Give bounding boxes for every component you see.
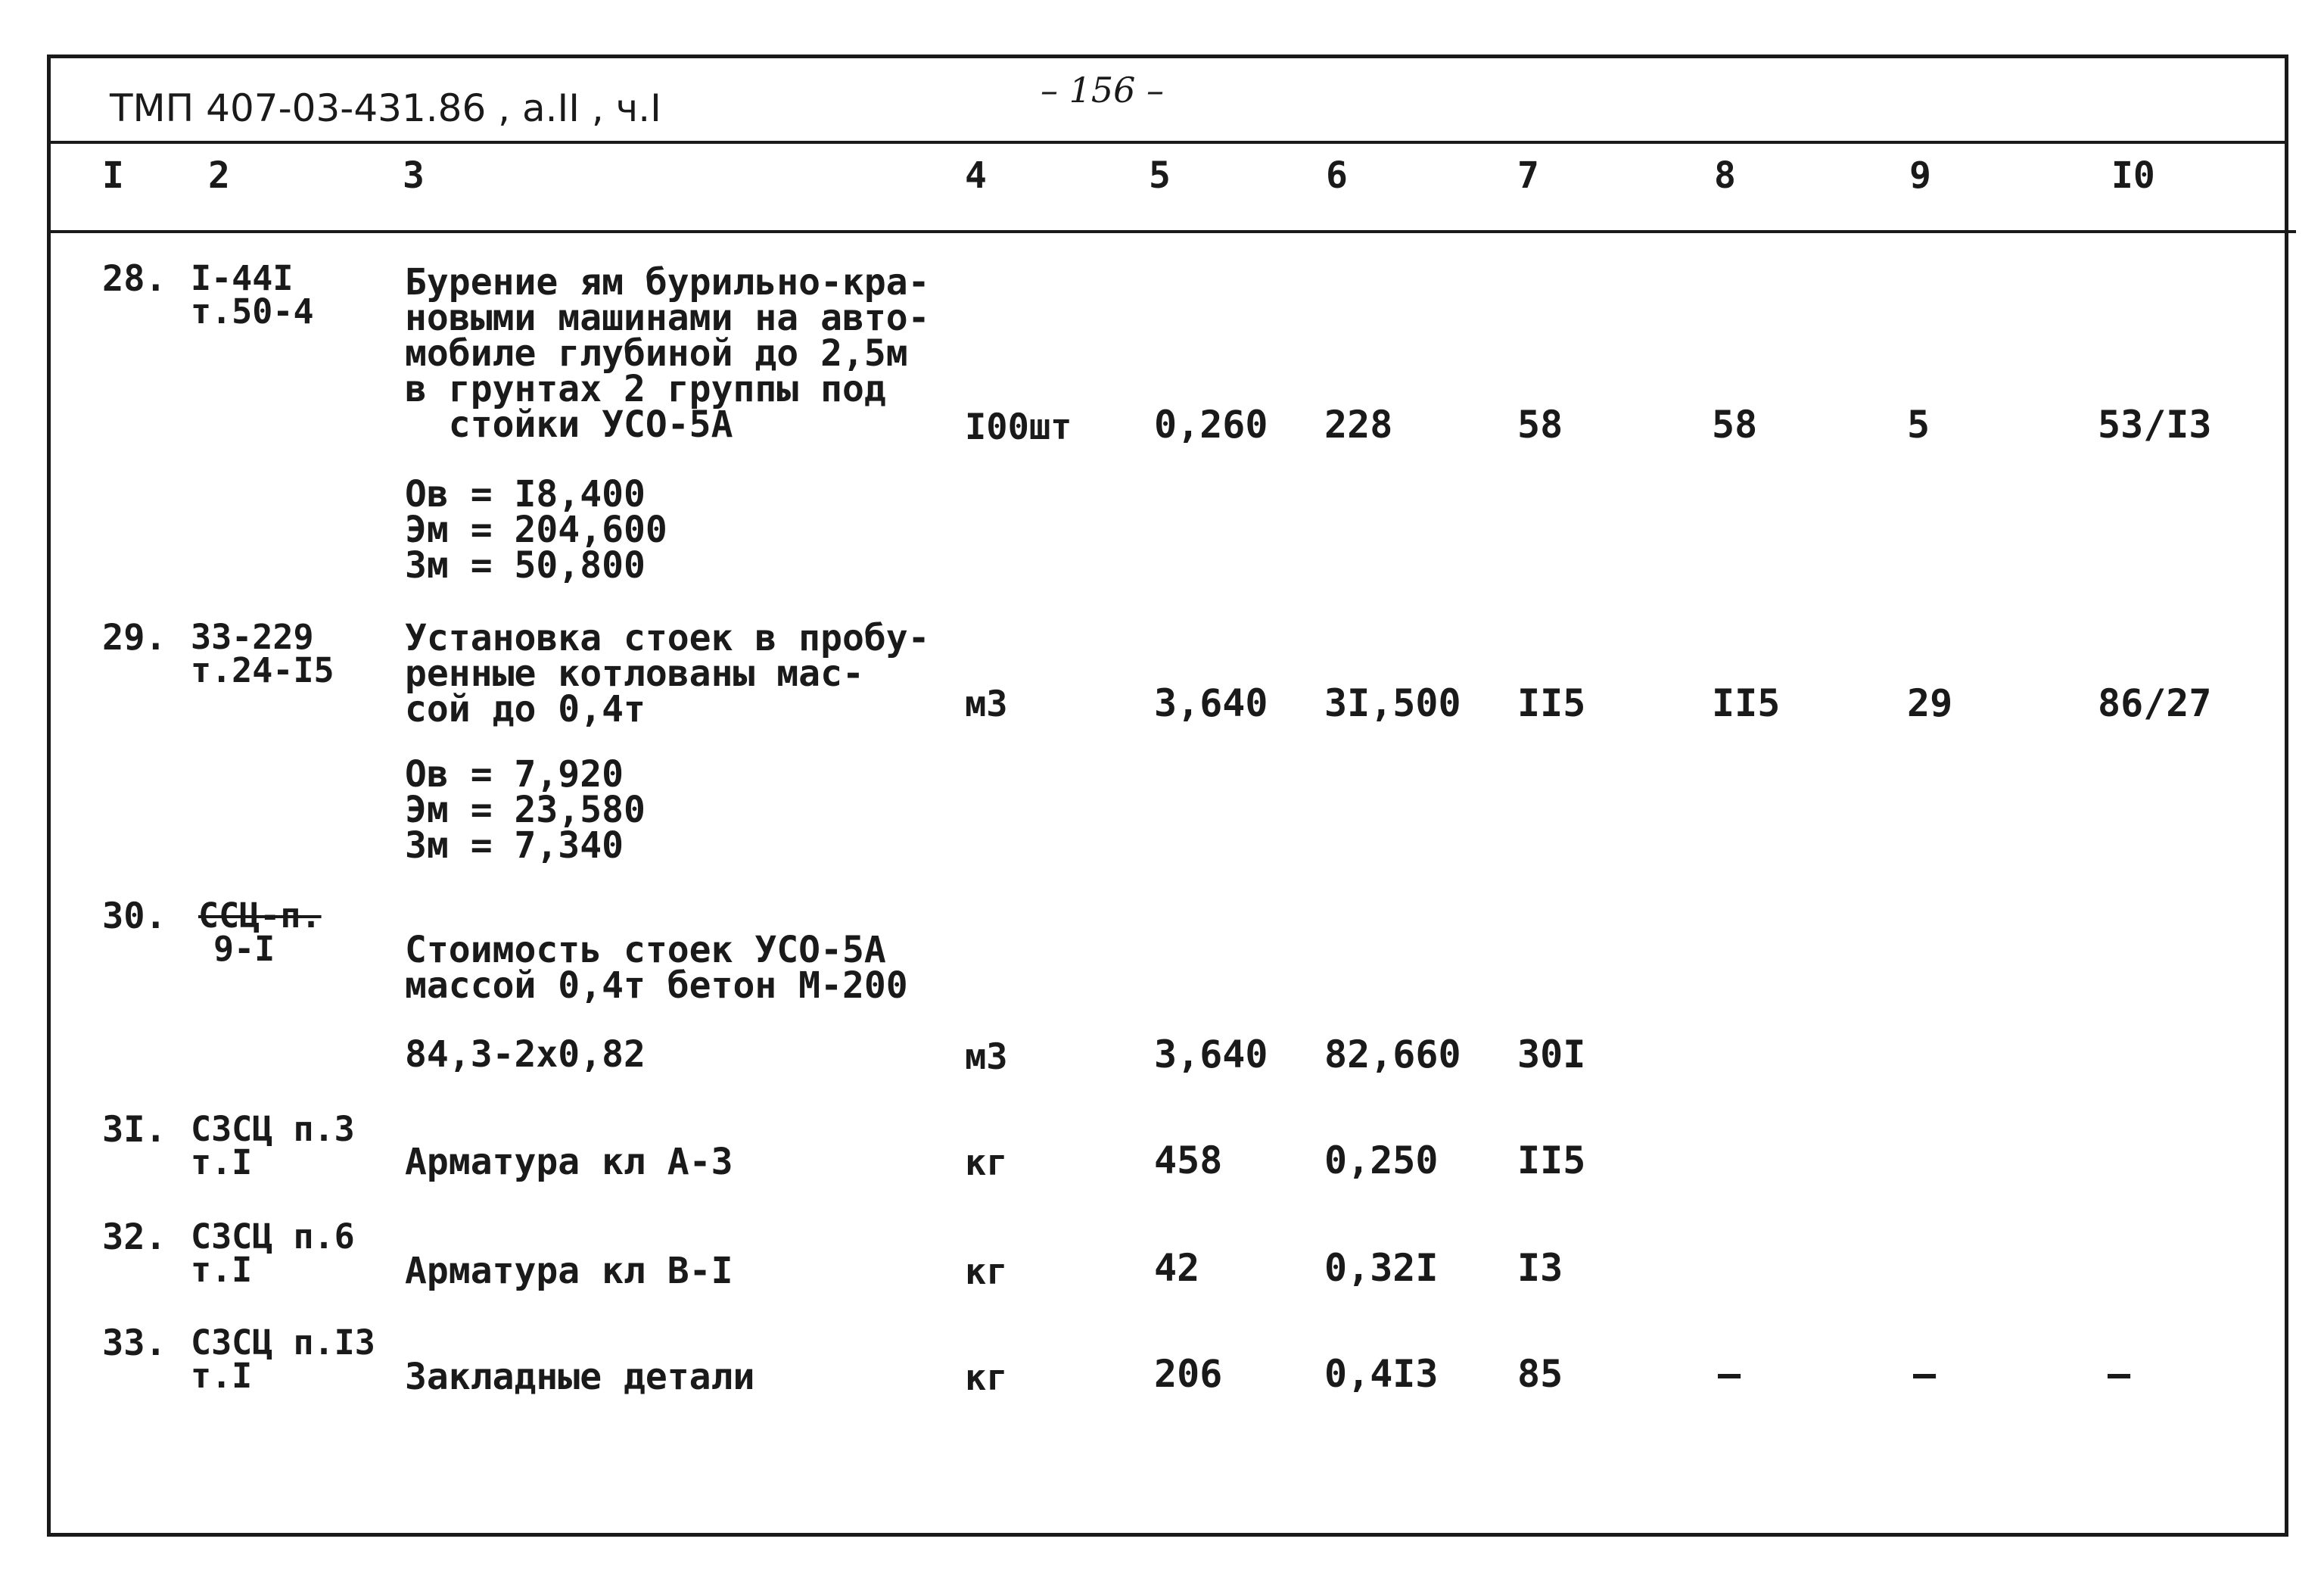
col9-value: 5: [1907, 403, 1930, 447]
cost-breakdown: Ов = I8,400 Эм = 204,600 Зм = 50,800: [405, 473, 667, 587]
quantity: 3,640: [1154, 681, 1268, 725]
total-cost: I3: [1517, 1246, 1563, 1290]
col10-value: –: [2108, 1352, 2131, 1396]
col-header-6: 6: [1326, 154, 1348, 197]
page-number: – 156 –: [1041, 70, 1165, 111]
unit-price: 0,4I3: [1324, 1352, 1439, 1396]
total-cost: II5: [1517, 681, 1586, 725]
quantity: 458: [1154, 1138, 1223, 1182]
norm-code: I-44I т.50-4: [191, 258, 314, 332]
column-header-divider: [48, 230, 2296, 233]
quantity: 42: [1154, 1246, 1200, 1290]
norm-code: СЗСЦ п.3 т.I: [191, 1109, 355, 1182]
unit: кг: [965, 1357, 1008, 1399]
total-cost: 58: [1517, 403, 1563, 447]
row-number: 29.: [102, 617, 166, 659]
col9-value: 29: [1907, 681, 1953, 725]
unit-price: 0,250: [1324, 1138, 1439, 1182]
work-description: Бурение ям бурильно-кра- новыми машинами на авто- мобиле глубиной до 2,5м в грунтах 2 группы под стойки УСО-5А: [405, 261, 930, 446]
quantity: 0,260: [1154, 403, 1268, 447]
unit-price: 228: [1324, 403, 1393, 447]
row-number: 30.: [102, 896, 166, 937]
col-header-10: I0: [2111, 154, 2155, 197]
unit-price: 3I,500: [1324, 681, 1461, 725]
total-cost: 30I: [1517, 1033, 1586, 1076]
row-number: 33.: [102, 1322, 166, 1364]
col-header-1: I: [102, 154, 124, 197]
unit: м3: [965, 1036, 1008, 1078]
cost-breakdown: Ов = 7,920 Эм = 23,580 Зм = 7,340: [405, 753, 646, 867]
col-header-8: 8: [1714, 154, 1736, 197]
unit: кг: [965, 1251, 1008, 1293]
col8-value: II5: [1712, 681, 1781, 725]
col8-value: –: [1718, 1352, 1741, 1396]
work-description: Установка стоек в пробу- ренные котлованы мас- сой до 0,4т: [405, 617, 930, 730]
norm-code: СЗСЦ п.I3 т.I: [191, 1322, 375, 1396]
total-cost: II5: [1517, 1138, 1586, 1182]
row-number: 28.: [102, 258, 166, 300]
col-header-7: 7: [1517, 154, 1539, 197]
unit: м3: [965, 684, 1008, 725]
quantity: 206: [1154, 1352, 1223, 1396]
page-frame: [47, 55, 2288, 1537]
unit: I00шт: [965, 406, 1072, 448]
unit: кг: [965, 1142, 1008, 1184]
work-description: Стоимость стоек УСО-5А массой 0,4т бетон М-200: [405, 929, 908, 1007]
norm-code: СЗСЦ п.6 т.I: [191, 1216, 355, 1290]
price-formula: 84,3-2х0,82: [405, 1033, 646, 1076]
row-number: 3I.: [102, 1109, 166, 1151]
col-header-9: 9: [1909, 154, 1931, 197]
norm-code: 9-I: [213, 929, 275, 969]
col9-value: –: [1913, 1352, 1937, 1396]
col8-value: 58: [1712, 403, 1758, 447]
col10-value: 86/27: [2098, 681, 2212, 725]
work-description: Закладные детали: [405, 1356, 755, 1398]
col-header-2: 2: [208, 154, 230, 197]
col10-value: 53/I3: [2098, 403, 2212, 447]
norm-code-struck: ССЦ-п.: [198, 896, 322, 936]
total-cost: 85: [1517, 1352, 1563, 1396]
row-number: 32.: [102, 1216, 166, 1258]
work-description: Арматура кл А-3: [405, 1141, 733, 1183]
col-header-5: 5: [1149, 154, 1171, 197]
unit-price: 82,660: [1324, 1033, 1461, 1076]
col-header-3: 3: [403, 154, 425, 197]
col-header-4: 4: [965, 154, 987, 197]
unit-price: 0,32I: [1324, 1246, 1439, 1290]
norm-code: 33-229 т.24-I5: [191, 617, 334, 690]
quantity: 3,640: [1154, 1033, 1268, 1076]
header-divider: [48, 141, 2287, 144]
document-reference: ТМП 407-03-431.86 , а.II , ч.I: [110, 86, 661, 130]
work-description: Арматура кл В-I: [405, 1250, 733, 1292]
